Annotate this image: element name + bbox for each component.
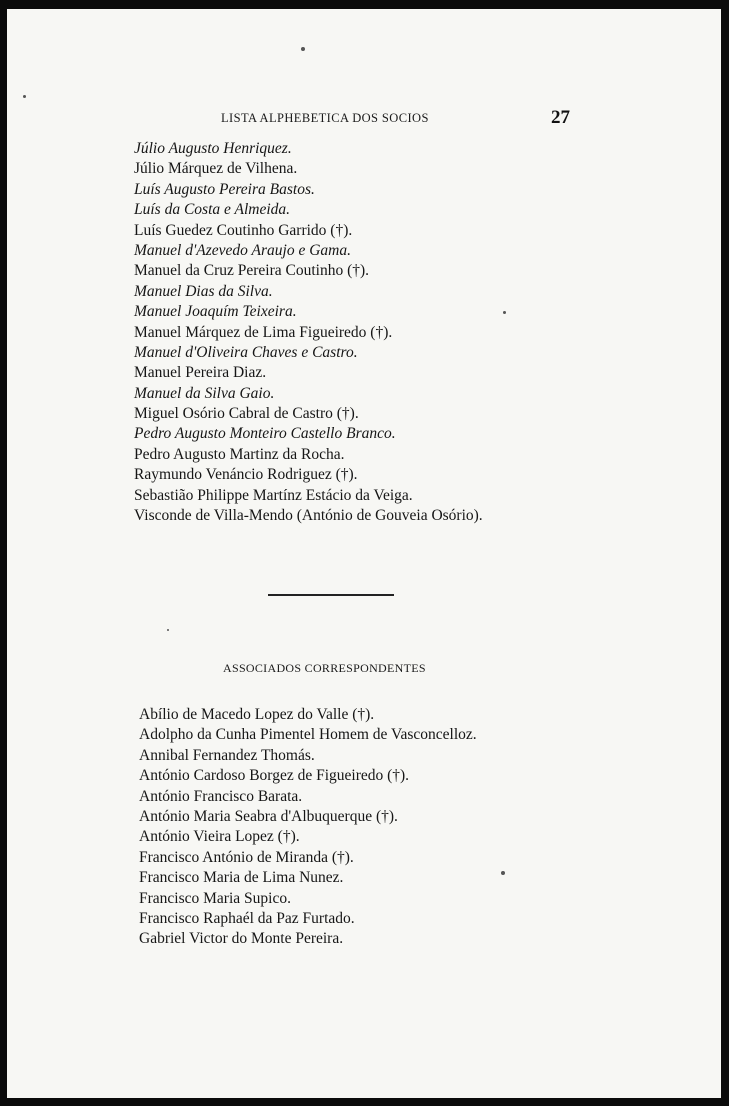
correspondentes-entry: António Cardoso Borgez de Figueiredo (†). <box>139 767 410 785</box>
socios-entry: Miguel Osório Cabral de Castro (†). <box>134 405 359 423</box>
scan-speck <box>167 629 169 631</box>
socios-entry: Pedro Augusto Monteiro Castello Branco. <box>134 425 396 443</box>
socios-entry: Manuel d'Azevedo Araujo e Gama. <box>134 241 351 259</box>
running-title: LISTA ALPHEBETICA DOS SOCIOS <box>221 111 429 125</box>
socios-entry: Manuel Márquez de Lima Figueiredo (†). <box>134 323 393 341</box>
correspondentes-entry: Adolpho da Cunha Pimentel Homem de Vasconcelloz. <box>139 726 477 744</box>
socios-entry: Manuel da Cruz Pereira Coutinho (†). <box>134 262 370 280</box>
page-number: 27 <box>551 107 570 128</box>
socios-list <box>134 139 483 526</box>
socios-entry: Manuel Dias da Silva. <box>134 282 273 300</box>
socios-entry: Pedro Augusto Martinz da Rocha. <box>134 445 345 463</box>
correspondentes-entry: António Maria Seabra d'Albuquerque (†). <box>139 807 398 825</box>
correspondentes-entry: Gabriel Victor do Monte Pereira. <box>139 930 344 948</box>
correspondentes-entry: Francisco Maria Supico. <box>139 889 291 907</box>
socios-entry: Luís Guedez Coutinho Garrido (†). <box>134 221 353 239</box>
scan-speck <box>301 47 305 51</box>
correspondentes-entry: Abílio de Macedo Lopez do Valle (†). <box>139 706 375 723</box>
correspondentes-list <box>139 705 477 950</box>
correspondentes-entry: António Francisco Barata. <box>139 787 303 805</box>
page-header <box>7 109 721 131</box>
socios-entry: Sebastião Philippe Martínz Estácio da Veiga. <box>134 486 413 504</box>
correspondentes-entry: António Vieira Lopez (†). <box>139 828 300 846</box>
correspondentes-entry: Annibal Fernandez Thomás. <box>139 746 315 764</box>
socios-entry: Raymundo Venáncio Rodriguez (†). <box>134 466 358 484</box>
section-title: ASSOCIADOS CORRESPONDENTES <box>223 661 426 675</box>
correspondentes-entry: Francisco Maria de Lima Nunez. <box>139 869 344 887</box>
section-divider <box>268 594 394 596</box>
socios-entry: Manuel da Silva Gaio. <box>134 384 275 402</box>
book-page <box>7 9 721 1098</box>
scan-speck <box>501 871 505 875</box>
socios-entry: Visconde de Villa-Mendo (António de Gouveia Osório). <box>134 507 483 525</box>
socios-entry: Júlio Augusto Henriquez. <box>134 140 292 157</box>
socios-entry: Luís da Costa e Almeida. <box>134 201 291 219</box>
scan-speck <box>503 311 506 314</box>
socios-entry: Luís Augusto Pereira Bastos. <box>134 180 315 198</box>
scan-speck <box>23 95 26 98</box>
socios-entry: Manuel Joaquím Teixeira. <box>134 303 297 321</box>
correspondentes-entry: Francisco António de Miranda (†). <box>139 848 354 866</box>
socios-entry: Júlio Márquez de Vilhena. <box>134 160 298 178</box>
correspondentes-entry: Francisco Raphaél da Paz Furtado. <box>139 909 355 927</box>
socios-entry: Manuel d'Oliveira Chaves e Castro. <box>134 343 358 361</box>
socios-entry: Manuel Pereira Diaz. <box>134 364 267 382</box>
